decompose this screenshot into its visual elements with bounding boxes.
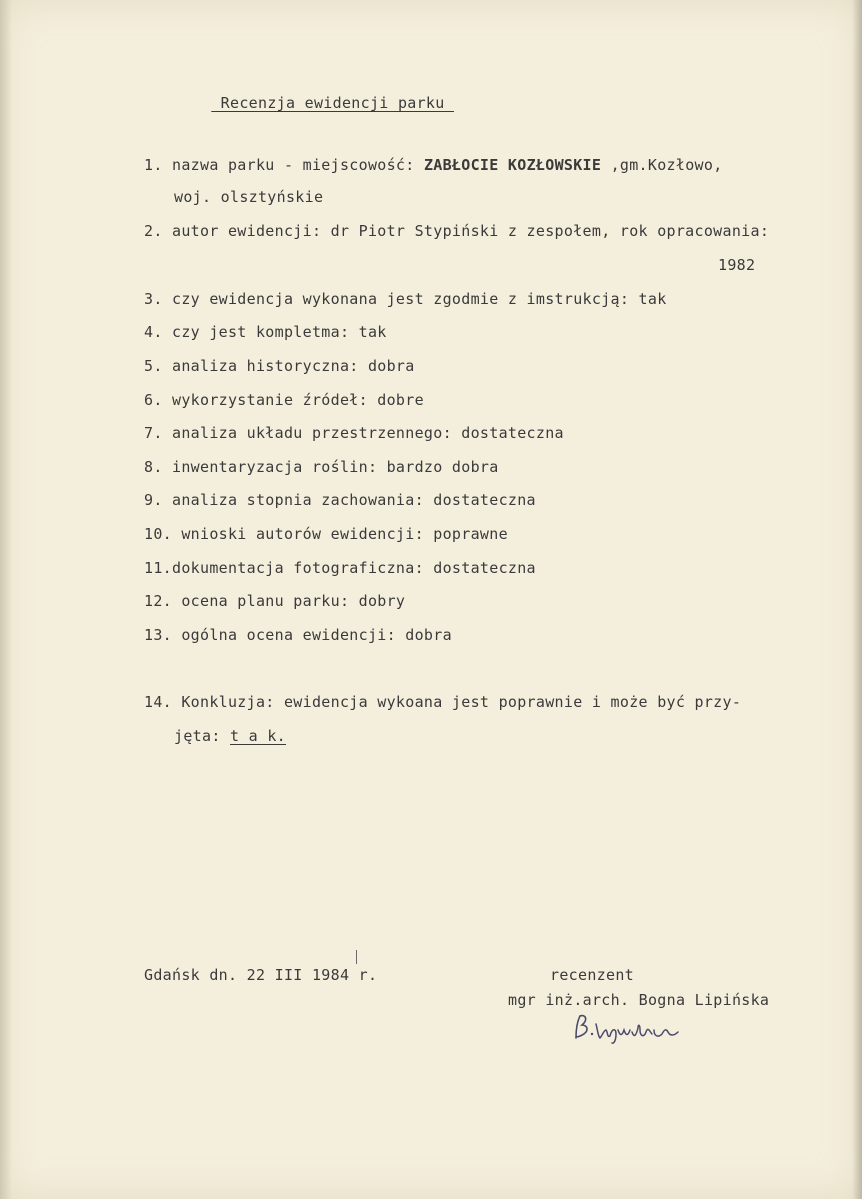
reviewer-role-text: recenzent — [550, 966, 634, 984]
item-1-line-2 — [174, 188, 323, 206]
item-11 — [144, 559, 536, 577]
document-title-text: _Recenzja_ewidencji_parku_ — [211, 94, 454, 112]
item-14-line-2 — [174, 727, 286, 745]
item-10-text: 10. wnioski autorów ewidencji: poprawne — [144, 525, 508, 543]
page-right-edge — [852, 0, 862, 1199]
item-3 — [144, 290, 667, 308]
stray-mark — [356, 950, 357, 964]
item-4 — [144, 323, 387, 341]
place-date-text: Gdańsk dn. 22 III 1984 r. — [144, 966, 378, 984]
item-6 — [144, 391, 424, 409]
document-title — [174, 76, 454, 130]
item-9-text: 9. analiza stopnia zachowania: dostateczna — [144, 491, 536, 509]
item-11-text: 11.dokumentacja fotograficzna: dostateczna — [144, 559, 536, 577]
page-left-edge — [0, 0, 12, 1199]
item-1-label: 1. nazwa parku - miejscowość: — [144, 156, 424, 174]
item-14-conclusion: 14. Konkluzja: ewidencja wykoana jest poprawnie i może być przy- — [144, 693, 742, 711]
reviewer-name-text: mgr inż.arch. Bogna Lipińska — [508, 991, 770, 1009]
item-5-text: 5. analiza historyczna: dobra — [144, 357, 415, 375]
item-13 — [144, 626, 452, 644]
item-14-accepted-label: jęta: — [174, 727, 230, 745]
item-8-text: 8. inwentaryzacja roślin: bardzo dobra — [144, 458, 499, 476]
item-2-year: 1982 — [718, 256, 756, 274]
item-2-line-1 — [144, 222, 769, 240]
item-9 — [144, 491, 536, 509]
item-1-commune: ,gm.Kozłowo, — [601, 156, 723, 174]
item-6-text: 6. wykorzystanie źródeł: dobre — [144, 391, 424, 409]
item-5 — [144, 357, 415, 375]
place-date — [144, 966, 377, 984]
item-12 — [144, 592, 405, 610]
reviewer-role — [550, 966, 634, 984]
item-1-line-1 — [144, 156, 723, 174]
item-2-line-2 — [718, 256, 755, 274]
item-3-text: 3. czy ewidencja wykonana jest zgodmie z imstrukcją: tak — [144, 290, 667, 308]
item-12-text: 12. ocena planu parku: dobry — [144, 592, 406, 610]
item-14-answer: t a k. — [230, 727, 286, 745]
item-1-voivodeship: woj. olsztyńskie — [174, 188, 324, 206]
item-7-text: 7. analiza układu przestrzennego: dostateczna — [144, 424, 564, 442]
item-13-text: 13. ogólna ocena ewidencji: dobra — [144, 626, 452, 644]
handwritten-signature — [570, 1010, 690, 1046]
item-10 — [144, 525, 508, 543]
item-7 — [144, 424, 564, 442]
reviewer-name — [508, 991, 769, 1009]
item-14-line-1 — [144, 693, 741, 711]
item-2-label: 2. autor ewidencji: dr Piotr Stypiński z zespołem, rok opracowania: — [144, 222, 770, 240]
item-1-park-name: ZABŁOCIE KOZŁOWSKIE — [423, 156, 602, 174]
item-8 — [144, 458, 499, 476]
item-4-text: 4. czy jest kompletma: tak — [144, 323, 387, 341]
